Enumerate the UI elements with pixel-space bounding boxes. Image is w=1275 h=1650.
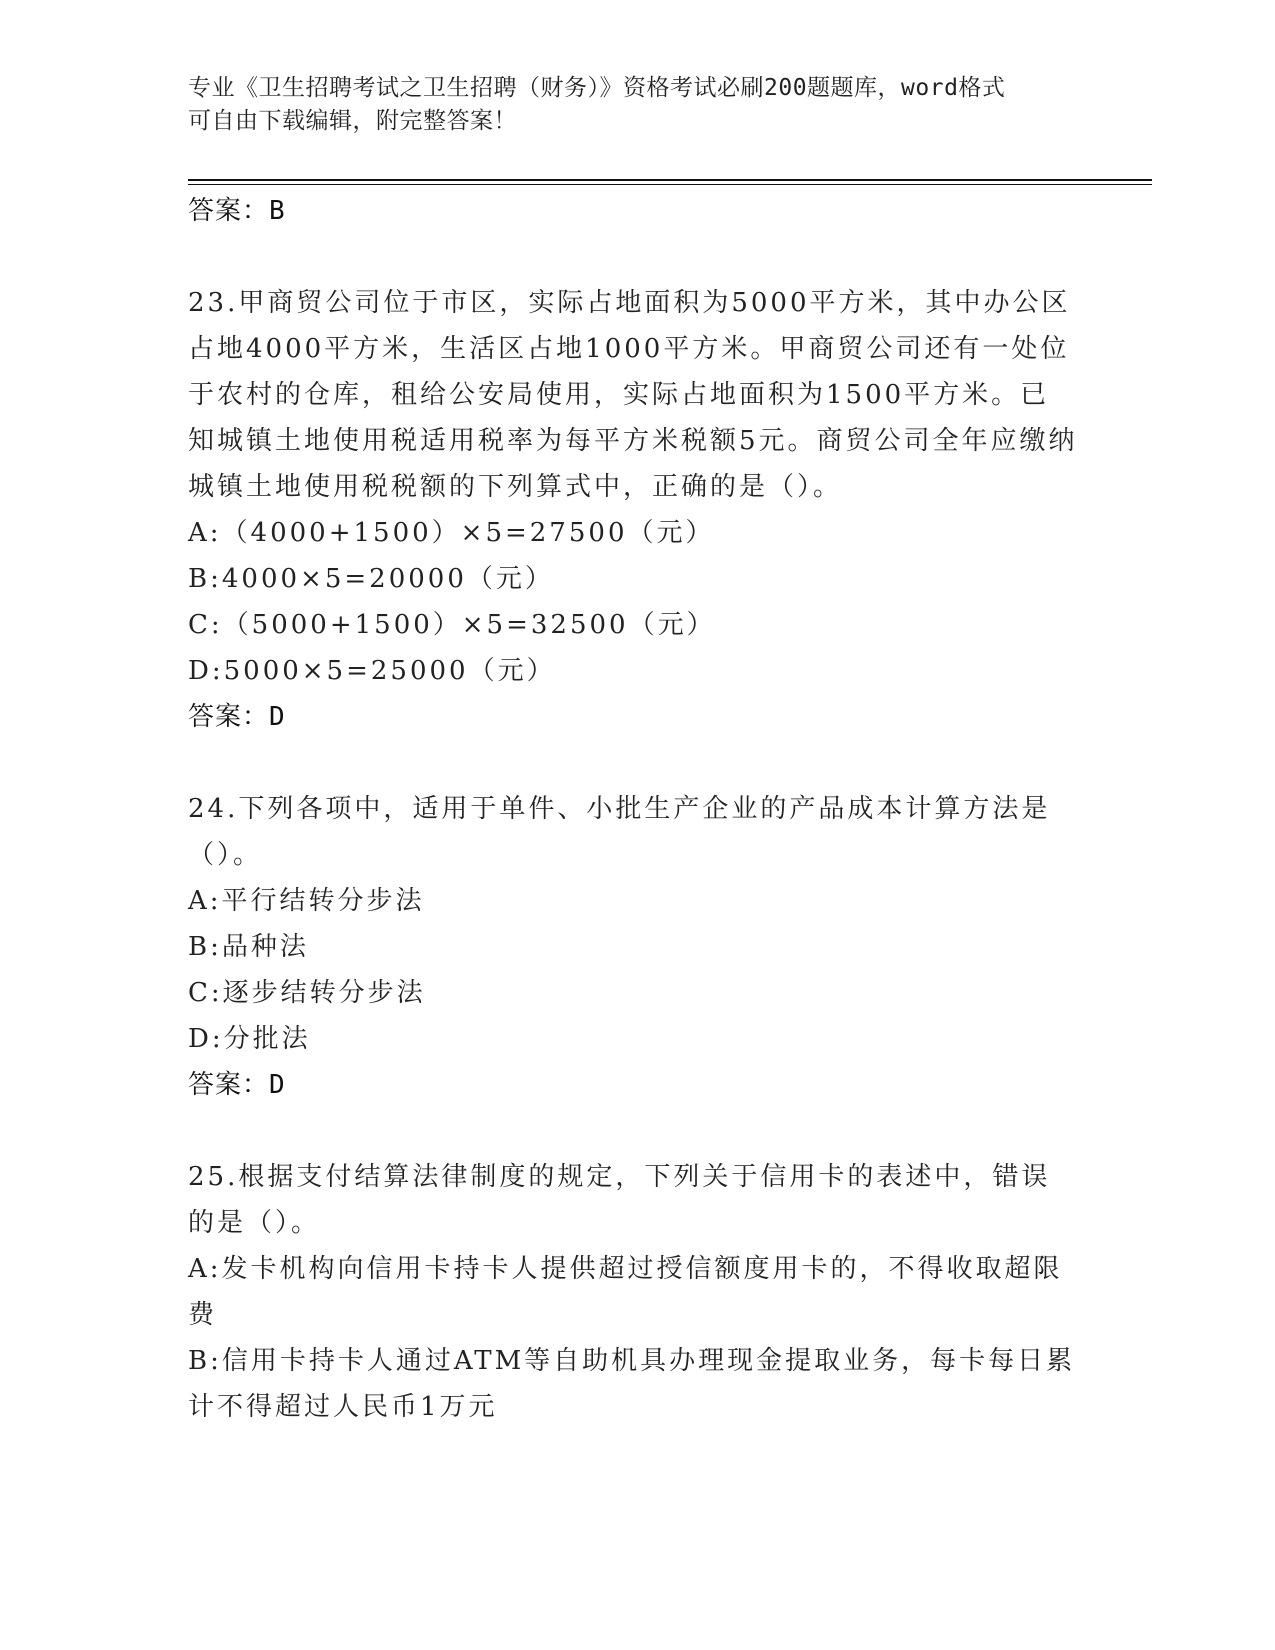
document-body bbox=[188, 188, 1078, 1430]
question-stem: 24.下列各项中，适用于单件、小批生产企业的产品成本计算方法是（）。 bbox=[188, 794, 1051, 870]
question-25 bbox=[188, 1154, 1078, 1430]
option-b: B:信用卡持卡人通过ATM等自助机具办理现金提取业务，每卡每日累计不得超过人民币1万元 bbox=[188, 1346, 1076, 1422]
option-b: B:品种法 bbox=[188, 932, 309, 962]
option-a: A:平行结转分步法 bbox=[188, 886, 425, 916]
option-a: A:（4000+1500）×5=27500（元） bbox=[188, 518, 715, 548]
question-23 bbox=[188, 280, 1078, 740]
header-line-1: 专业《卫生招聘考试之卫生招聘（财务）》资格考试必刷200题题库，word格式 bbox=[188, 75, 1006, 101]
answer-line: 答案：D bbox=[188, 1070, 286, 1100]
question-stem: 23.甲商贸公司位于市区，实际占地面积为5000平方米，其中办公区占地4000平方米，生活区占地1000平方米。甲商贸公司还有一处位于农村的仓库，租给公安局使用，实际占地面积为1500平方米。已知城镇土地使用税适用税率为每平方米税额5元。商贸公司全年应缴纳城镇土地使用税税额的下列算式中，正确的是（）。 bbox=[188, 288, 1078, 502]
header-line-2: 可自由下载编辑，附完整答案！ bbox=[188, 108, 517, 134]
option-a: A:发卡机构向信用卡持卡人提供超过授信额度用卡的，不得收取超限费 bbox=[188, 1254, 1063, 1330]
header-divider-thin bbox=[188, 184, 1152, 185]
header-divider bbox=[188, 179, 1152, 181]
answer-line: 答案：D bbox=[188, 702, 286, 732]
page-header bbox=[188, 72, 1088, 138]
question-stem: 25.根据支付结算法律制度的规定，下列关于信用卡的表述中，错误的是（）。 bbox=[188, 1162, 1051, 1238]
option-c: C:逐步结转分步法 bbox=[188, 978, 426, 1008]
option-d: D:5000×5=25000（元） bbox=[188, 656, 556, 686]
previous-answer: 答案：B bbox=[188, 196, 286, 226]
question-24 bbox=[188, 786, 1078, 1108]
option-b: B:4000×5=20000（元） bbox=[188, 564, 554, 594]
option-d: D:分批法 bbox=[188, 1024, 311, 1054]
option-c: C:（5000+1500）×5=32500（元） bbox=[188, 610, 716, 640]
